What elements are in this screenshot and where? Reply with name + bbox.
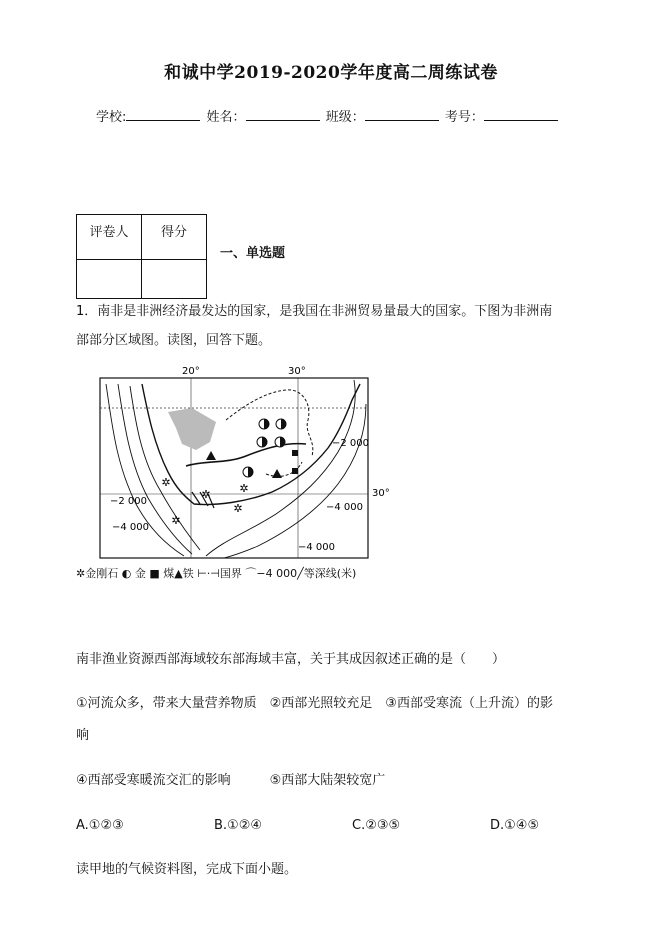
legend-gold: 金: [134, 567, 146, 580]
grader-cell[interactable]: [77, 260, 142, 299]
coal-symbols: [292, 450, 298, 474]
contour-east-outer: [224, 404, 366, 558]
option-a[interactable]: A.①②③: [76, 818, 124, 833]
page-title: 和诚中学2019-2020学年度高二周练试卷: [164, 63, 498, 83]
next-question-intro: 读甲地的气候资料图，完成下面小题。: [76, 862, 298, 877]
contour-west2-label: −4 000: [112, 522, 150, 533]
svg-text:✲: ✲: [171, 514, 181, 527]
question-stem-line2: 部部分区域图。读图，回答下题。: [76, 333, 272, 348]
question-text: 南非渔业资源西部海域较东部海域丰富，关于其成因叙述正确的是（ ）: [76, 652, 506, 667]
border-icon: ⊢·⊣: [197, 567, 220, 580]
lon-30-label: 30°: [288, 366, 306, 377]
student-info-row: [96, 106, 560, 125]
border-main: [186, 444, 306, 466]
contour-east-inner: [206, 380, 355, 556]
legend-diamond: 金刚石: [85, 567, 119, 580]
legend-coal: 煤: [163, 567, 175, 580]
exam-number-field[interactable]: [484, 108, 558, 121]
diamond-icon: ✲: [76, 567, 86, 580]
contour-south-label: −4 000: [298, 542, 336, 553]
contour-line-icon: ╱: [297, 567, 304, 580]
lat-30-label: 30°: [372, 488, 390, 499]
shaded-region: [168, 408, 216, 450]
score-table: [76, 214, 207, 299]
contour-icon: ⌒: [245, 567, 257, 580]
grader-header: 评卷人: [77, 215, 142, 260]
svg-text:✲: ✲: [161, 476, 171, 489]
legend-border: 国界: [219, 567, 242, 580]
section-title: 一、单选题: [220, 246, 286, 261]
class-field[interactable]: [365, 108, 439, 121]
legend-iron: 铁: [182, 567, 194, 580]
contour-east2-label: −4 000: [326, 502, 364, 513]
class-label: 班级：: [325, 110, 365, 125]
school-label: 学校:: [96, 110, 127, 125]
statements-line1: ①河流众多，带来大量营养物质 ②西部光照较充足 ③西部受寒流（上升流）的影: [76, 696, 553, 711]
legend-contour-value: −4 000: [256, 567, 298, 580]
option-d[interactable]: D.①④⑤: [490, 818, 540, 833]
border-north: [226, 390, 313, 456]
score-header: 得分: [142, 215, 207, 260]
contour-east-label: −2 000: [332, 438, 370, 449]
south-africa-map: [76, 364, 406, 584]
gold-icon: ◐: [121, 567, 132, 580]
legend-contour: 等深线(米): [303, 567, 357, 580]
svg-text:✲: ✲: [233, 502, 243, 515]
name-label: 姓名：: [206, 110, 246, 125]
score-cell[interactable]: [142, 260, 207, 299]
svg-text:✲: ✲: [201, 488, 211, 501]
exam-number-label: 考号：: [444, 110, 484, 125]
contour-west-label: −2 000: [110, 496, 148, 507]
option-b[interactable]: B.①②④: [214, 818, 263, 833]
iron-icon: ▲: [174, 567, 183, 580]
statements-line2: 响: [76, 728, 90, 743]
coal-icon: ■: [149, 567, 160, 580]
svg-text:✲: ✲: [239, 482, 249, 495]
question-stem-line1: 1．南非是非洲经济最发达的国家，是我国在非洲贸易量最大的国家。下图为非洲南: [76, 304, 553, 319]
statements-line3: ④西部受寒暖流交汇的影响 ⑤西部大陆架较宽广: [76, 773, 386, 788]
name-field[interactable]: [246, 108, 320, 121]
school-field[interactable]: [126, 108, 200, 121]
map-legend: [76, 565, 356, 581]
option-c[interactable]: C.②③⑤: [352, 818, 401, 833]
lon-20-label: 20°: [182, 366, 200, 377]
gold-symbols: [243, 419, 286, 477]
